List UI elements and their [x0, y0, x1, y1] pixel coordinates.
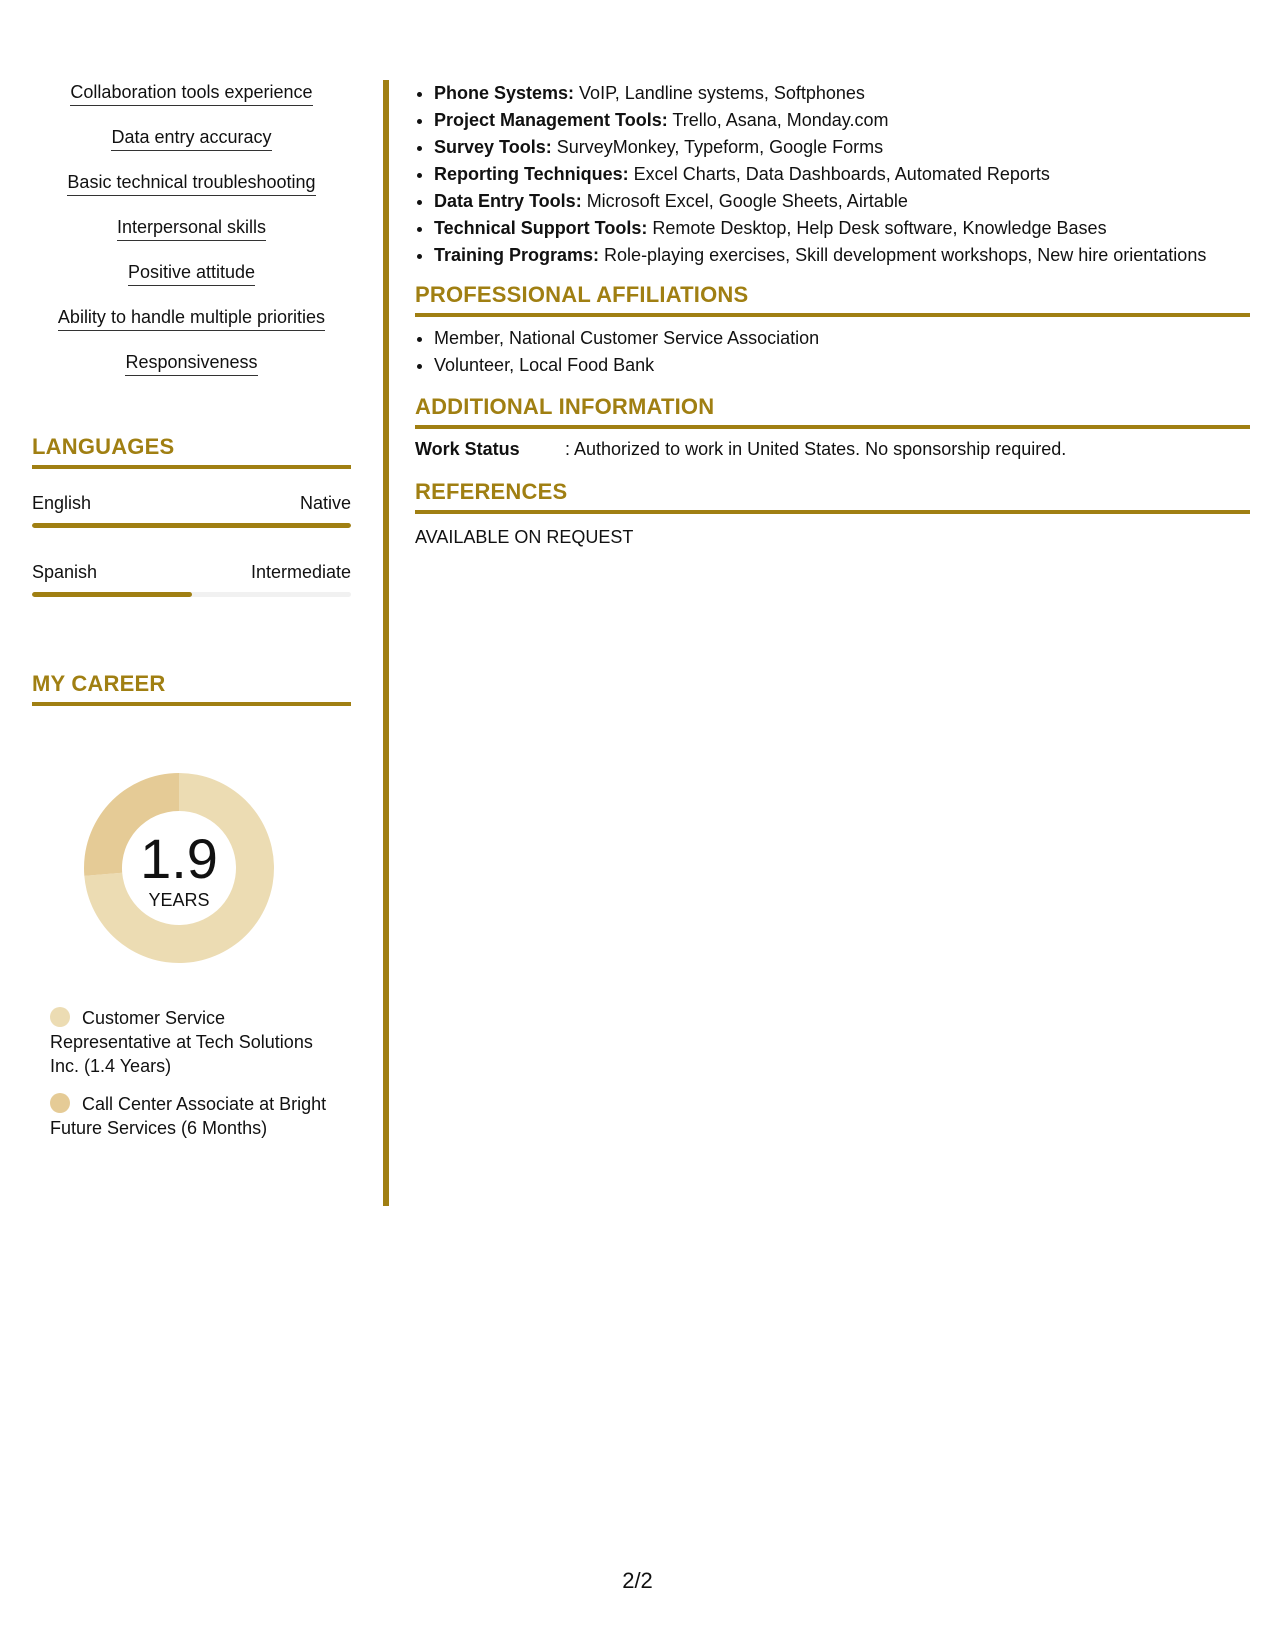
right-column — [415, 80, 1250, 549]
work-status-label: Work Status — [415, 439, 520, 459]
language-name: English — [32, 493, 92, 513]
language-proficiency-bar — [32, 523, 351, 528]
tools-list-item — [434, 215, 1250, 242]
tool-values: Microsoft Excel, Google Sheets, Airtable — [581, 191, 908, 211]
skill-item: Interpersonal skills — [117, 215, 266, 241]
affiliations-list — [415, 325, 1250, 379]
skill-item: Positive attitude — [128, 260, 255, 286]
affiliations-heading: PROFESSIONAL AFFILIATIONS — [415, 282, 1250, 317]
tool-category: Phone Systems: — [434, 83, 575, 103]
language-item — [32, 560, 351, 597]
tool-values: VoIP, Landline systems, Softphones — [574, 83, 865, 103]
language-level: Native — [299, 493, 351, 513]
tools-list-item — [434, 80, 1250, 107]
career-donut-svg — [66, 755, 292, 981]
skill-item: Basic technical troubleshooting — [67, 170, 315, 196]
skill-item: Collaboration tools experience — [70, 80, 312, 106]
tools-list-item — [434, 188, 1250, 215]
skill-item: Ability to handle multiple priorities — [58, 305, 325, 331]
skill-item: Data entry accuracy — [111, 125, 271, 151]
tool-values: SurveyMonkey, Typeform, Google Forms — [551, 137, 884, 157]
career-donut-chart — [66, 755, 292, 981]
tools-list-item — [434, 161, 1250, 188]
legend-label: Customer Service Representative at Tech Solutions Inc. (1.4 Years) — [50, 1008, 313, 1076]
affiliation-item: • Volunteer, Local Food Bank — [434, 352, 1250, 379]
language-proficiency-bar — [32, 592, 351, 597]
tool-values: Remote Desktop, Help Desk software, Knowledge Bases — [647, 218, 1107, 238]
language-name: Spanish — [32, 562, 98, 582]
affiliation-item: • Member, National Customer Service Association — [434, 325, 1250, 352]
tool-category: Survey Tools: — [434, 137, 552, 157]
column-divider — [383, 80, 389, 1206]
tool-values: Trello, Asana, Monday.com — [667, 110, 889, 130]
references-section — [415, 479, 1250, 549]
tools-list-item — [434, 134, 1250, 161]
tools-list — [415, 80, 1250, 269]
affiliations-section — [415, 282, 1250, 379]
additional-info-heading: ADDITIONAL INFORMATION — [415, 394, 1250, 429]
legend-dot — [50, 1093, 70, 1113]
skills-list — [32, 80, 351, 395]
tool-values: Excel Charts, Data Dashboards, Automated Reports — [628, 164, 1050, 184]
legend-dot — [50, 1007, 70, 1027]
tool-values: Role-playing exercises, Skill development workshops, New hire orientations — [599, 245, 1207, 265]
tool-category: Training Programs: — [434, 245, 600, 265]
references-heading: REFERENCES — [415, 479, 1250, 514]
career-heading: MY CAREER — [32, 671, 351, 706]
tool-category: Technical Support Tools: — [434, 218, 648, 238]
language-item — [32, 491, 351, 528]
page-number: 2/2 — [622, 1568, 653, 1593]
skill-item: Responsiveness — [125, 350, 257, 376]
left-column — [32, 80, 351, 706]
references-text: AVAILABLE ON REQUEST — [415, 527, 634, 547]
languages-heading: LANGUAGES — [32, 434, 351, 469]
languages-section — [32, 434, 351, 597]
work-status-row — [415, 437, 1250, 461]
career-total-unit: YEARS — [148, 890, 210, 910]
career-section — [32, 671, 351, 706]
additional-info-section — [415, 394, 1250, 461]
language-proficiency-fill — [32, 592, 192, 597]
tool-category: Reporting Techniques: — [434, 164, 629, 184]
work-status-value: : Authorized to work in United States. No sponsorship required. — [565, 439, 1067, 459]
language-level: Intermediate — [250, 562, 351, 582]
language-proficiency-fill — [32, 523, 351, 528]
tools-list-item — [434, 242, 1250, 269]
career-legend-item — [50, 1006, 340, 1078]
tool-category: Project Management Tools: — [434, 110, 668, 130]
tools-list-item — [434, 107, 1250, 134]
career-legend-item — [50, 1092, 340, 1140]
tool-category: Data Entry Tools: — [434, 191, 582, 211]
legend-label: Call Center Associate at Bright Future Services (6 Months) — [50, 1094, 327, 1138]
career-total-years: 1.9 — [140, 827, 218, 890]
